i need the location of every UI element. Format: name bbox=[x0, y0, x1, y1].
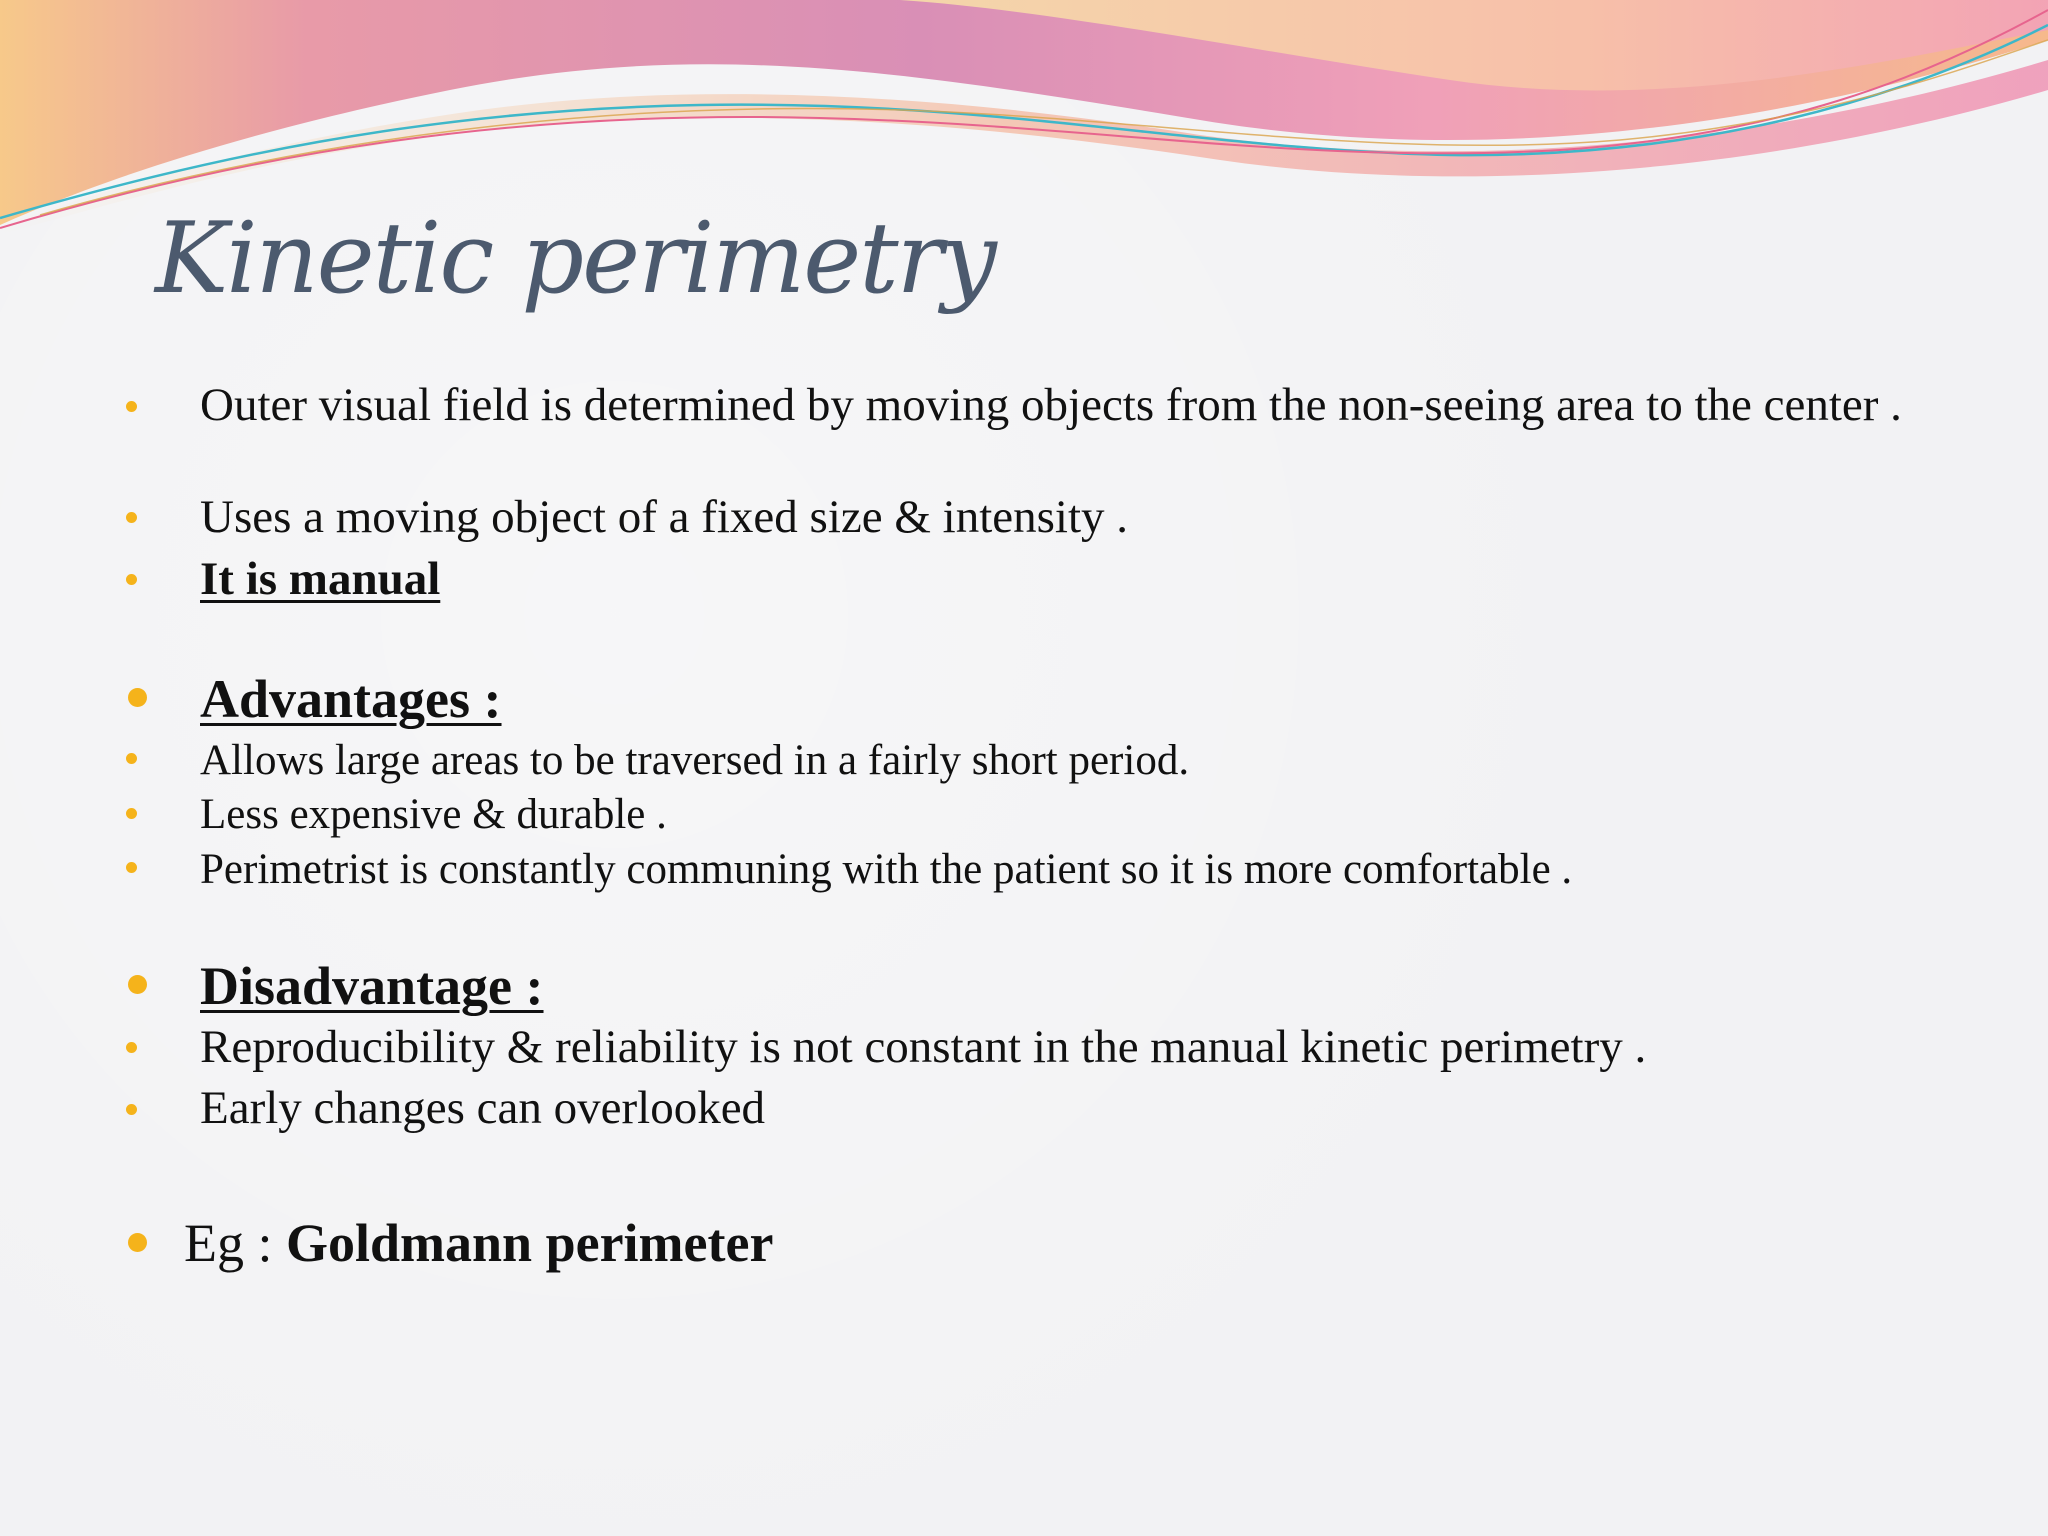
example-prefix: Eg : bbox=[184, 1213, 286, 1273]
slide-title: Kinetic perimetry bbox=[155, 202, 995, 316]
disadvantage-heading: Disadvantage : bbox=[200, 956, 544, 1016]
advantage-text: Less expensive & durable . bbox=[200, 791, 667, 838]
example-name: Goldmann perimeter bbox=[286, 1213, 774, 1273]
bullet-dot-icon bbox=[126, 574, 137, 585]
bullet-dot-icon bbox=[128, 1233, 147, 1252]
bullet-dot-icon bbox=[126, 862, 137, 873]
bullet-dot-icon bbox=[126, 1042, 137, 1053]
bullet-dot-icon bbox=[126, 808, 137, 819]
bullet-dot-icon bbox=[126, 401, 137, 412]
bullet-dot-icon bbox=[128, 975, 147, 994]
bullet-text: It is manual bbox=[200, 553, 441, 605]
bullet-dot-icon bbox=[128, 688, 147, 707]
bullet-dot-icon bbox=[126, 1104, 137, 1115]
bullet-text: Uses a moving object of a fixed size & intensity . bbox=[200, 491, 1129, 543]
advantages-heading: Advantages : bbox=[200, 669, 502, 729]
bullet-dot-icon bbox=[126, 512, 137, 523]
disadvantage-text: Early changes can overlooked bbox=[200, 1082, 766, 1134]
bullet-dot-icon bbox=[126, 753, 137, 764]
disadvantage-text: Reproducibility & reliability is not constant in the manual kinetic perimetry . bbox=[200, 1021, 1647, 1073]
example-line bbox=[184, 1213, 774, 1273]
advantage-text: Allows large areas to be traversed in a fairly short period. bbox=[200, 737, 1190, 784]
advantage-text: Perimetrist is constantly communing with the patient so it is more comfortable . bbox=[200, 846, 1573, 893]
bullet-text: Outer visual field is determined by moving objects from the non-seeing area to the center . bbox=[200, 379, 1902, 431]
